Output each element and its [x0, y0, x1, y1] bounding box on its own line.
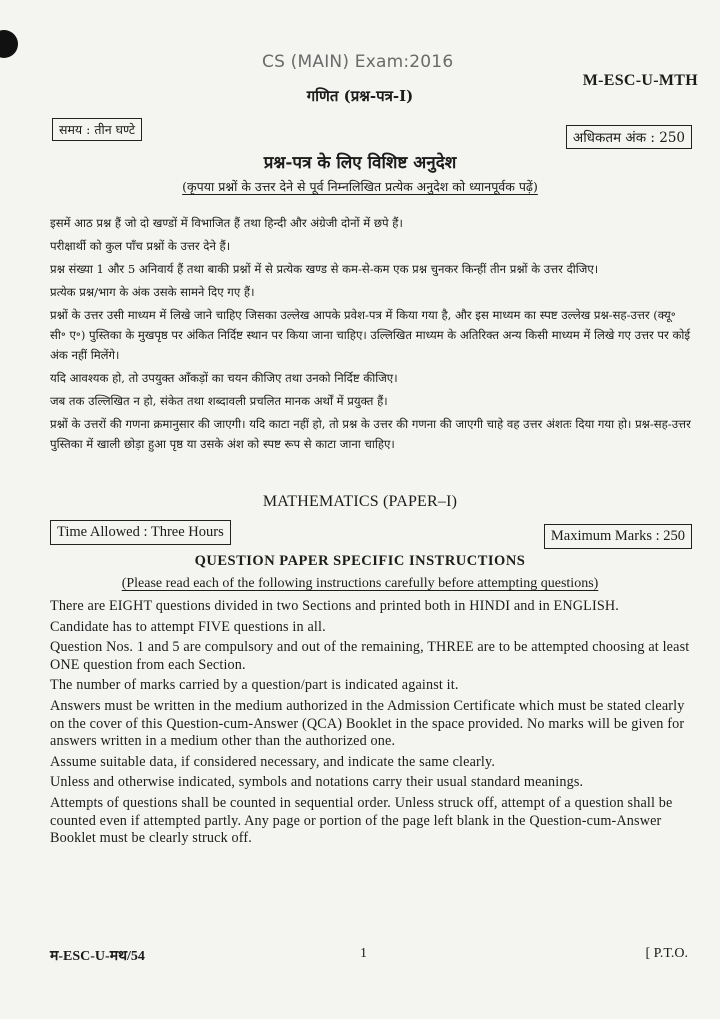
- binding-hole-mark: [0, 30, 18, 58]
- hindi-paragraph: प्रश्नों के उत्तरों की गणना क्रमानुसार की जाएगी। यदि काटा नहीं हो, तो प्रश्न के उत्तर की गणना की जाएगी चाहे वह उत्तर अंशतः दिया गया हो। प्रश्न-सह-उत्तर पुस्तिका में खाली छोड़ा हुआ पृष्ठ या उसके अंश को स्पष्ट रूप से काटा जाना चाहिए।: [50, 417, 691, 451]
- hindi-instructions-subtitle: (कृपया प्रश्नों के उत्तर देने से पूर्व निम्नलिखित प्रत्येक अनुदेश को ध्यानपूर्वक पढ़ें): [182, 179, 538, 194]
- hindi-instructions-body: [50, 213, 695, 454]
- hindi-time-allowed-box: समय : तीन घण्टे: [52, 118, 142, 141]
- page-number: 1: [360, 946, 367, 961]
- english-paragraph: Attempts of questions shall be counted in sequential order. Unless struck off, attempt of a question shall be counted even if attempted partly. Any page or portion of the page left blank in the Question-cum-Answer Booklet must be clearly struck off.: [50, 794, 673, 847]
- english-instructions-subheading: (Please read each of the following instructions carefully before attempting questions): [121, 576, 599, 591]
- exam-stamp: CS (MAIN) Exam:2016: [262, 52, 454, 72]
- english-time-allowed-box: Time Allowed : Three Hours: [50, 520, 231, 545]
- hindi-paragraph: जब तक उल्लिखित न हो, संकेत तथा शब्दावली प्रचलित मानक अर्थों में प्रयुक्त हैं।: [50, 394, 388, 408]
- paper-code: M-ESC-U-MTH: [582, 72, 698, 89]
- english-paragraph: Candidate has to attempt FIVE questions in all.: [50, 618, 326, 635]
- english-instructions-heading: QUESTION PAPER SPECIFIC INSTRUCTIONS: [194, 553, 526, 569]
- english-paragraph: Answers must be written in the medium authorized in the Admission Certificate which must be stated clearly on the cover of this Question-cum-Answer (QCA) Booklet in the space provided. No marks will be given for answers written in a medium other than the authorized one.: [50, 697, 685, 750]
- hindi-paragraph: प्रश्नों के उत्तर उसी माध्यम में लिखे जाने चाहिए जिसका उल्लेख आपके प्रवेश-पत्र में किया गया है, और इस माध्यम का स्पष्ट उल्लेख प्रश्न-सह-उत्तर (क्यू॰ सी॰ ए॰) पुस्तिका के मुखपृष्ठ पर अंकित निर्दिष्ट स्थान पर किया जाना चाहिए। उल्लिखित माध्यम के अतिरिक्त अन्य किसी माध्यम में लिखे गए उत्तर पर कोई अंक नहीं मिलेंगे।: [50, 308, 691, 362]
- pto-note: [ P.T.O.: [645, 946, 688, 961]
- english-paragraph: The number of marks carried by a question/part is indicated against it.: [50, 677, 459, 694]
- hindi-paragraph: इसमें आठ प्रश्न हैं जो दो खण्डों में विभाजित हैं तथा हिन्दी और अंग्रेजी दोनों में छपे हैं।: [50, 216, 403, 230]
- english-max-marks-box: Maximum Marks : 250: [544, 524, 692, 549]
- hindi-subject-title: गणित (प्रश्न-पत्र-I): [306, 87, 414, 105]
- english-paragraph: There are EIGHT questions divided in two Sections and printed both in HINDI and in ENGLISH.: [50, 598, 619, 614]
- hindi-paragraph: परीक्षार्थी को कुल पाँच प्रश्नों के उत्तर देने हैं।: [50, 239, 231, 253]
- hindi-max-marks-box: अधिकतम अंक : 250: [566, 125, 692, 149]
- footer-paper-code: म-ESC-U-मथ/54: [50, 949, 145, 964]
- hindi-paragraph: प्रश्न संख्या 1 और 5 अनिवार्य हैं तथा बाकी प्रश्नों में से प्रत्येक खण्ड से कम-से-कम एक प्रश्न चुनकर किन्हीं तीन प्रश्नों के उत्तर दीजिए।: [50, 262, 599, 276]
- english-paragraph: Question Nos. 1 and 5 are compulsory and out of the remaining, THREE are to be attempted choosing at least ONE question from each Section.: [50, 639, 690, 673]
- english-instructions-body: [50, 598, 690, 851]
- english-paragraph: Unless and otherwise indicated, symbols and notations carry their usual standard meanings.: [50, 774, 584, 791]
- english-subject-title: MATHEMATICS (PAPER–I): [262, 493, 458, 510]
- hindi-instructions-title: प्रश्न-पत्र के लिए विशिष्ट अनुदेश: [263, 153, 457, 173]
- hindi-paragraph: प्रत्येक प्रश्न/भाग के अंक उसके सामने दिए गए हैं।: [50, 285, 255, 299]
- english-paragraph: Assume suitable data, if considered necessary, and indicate the same clearly.: [50, 753, 496, 770]
- hindi-paragraph: यदि आवश्यक हो, तो उपयुक्त आँकड़ों का चयन कीजिए तथा उनको निर्दिष्ट कीजिए।: [50, 371, 398, 385]
